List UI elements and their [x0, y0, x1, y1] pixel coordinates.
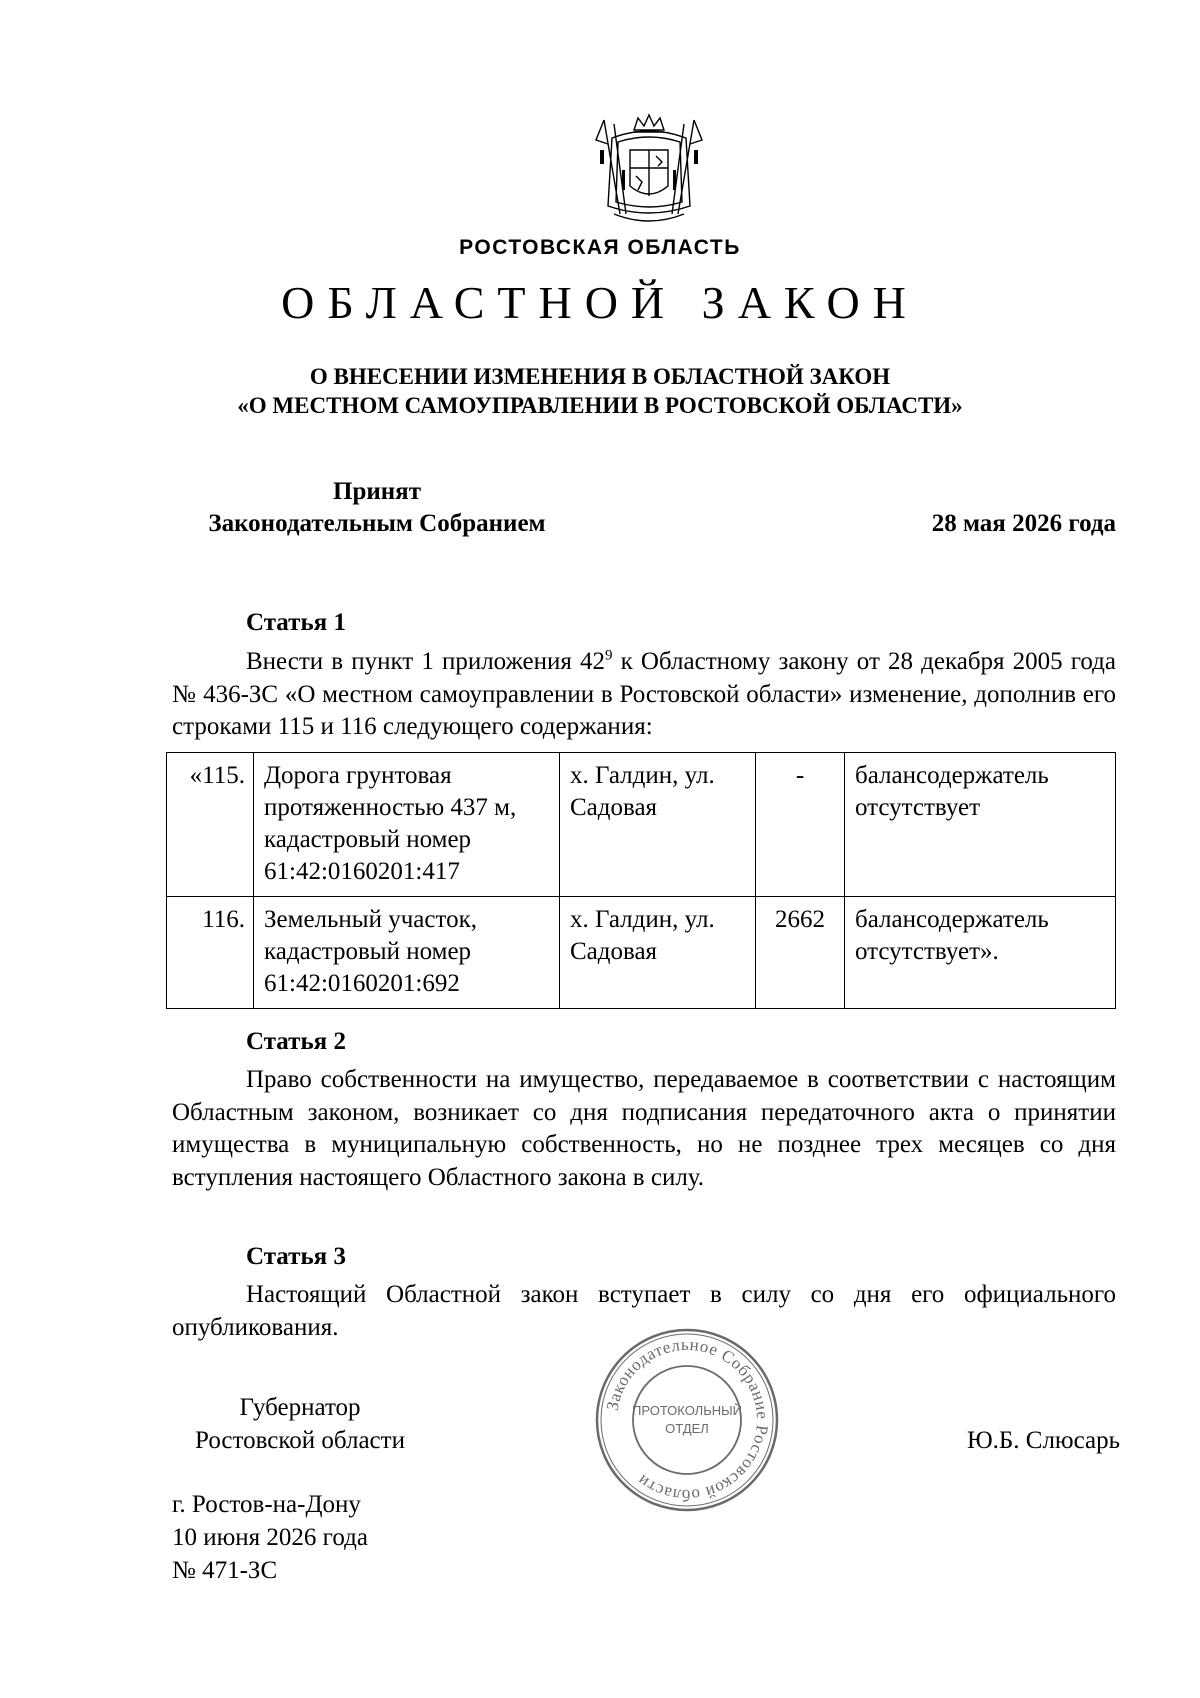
- adoption-line1: Принят: [333, 478, 421, 505]
- article2-heading: Статья 2: [246, 1028, 346, 1055]
- document-title-line1: О ВНЕСЕНИИ ИЗМЕНЕНИЯ В ОБЛАСТНОЙ ЗАКОН: [309, 364, 891, 389]
- row-holder: балансодержатель отсутствует: [845, 753, 1116, 897]
- article3-text: Настоящий Областной закон вступает в силу со дня его официального опубликования.: [172, 1281, 1116, 1341]
- stamp-center-line2: ОТДЕЛ: [665, 1421, 709, 1436]
- document-type: ОБЛАСТНОЙ ЗАКОН: [281, 277, 919, 328]
- signatory-title-line1: Губернатор: [239, 1394, 361, 1421]
- table-row: [167, 897, 1116, 1009]
- stamp-center-line1: ПРОТОКОЛЬНЫЙ: [631, 1403, 743, 1418]
- place-date-block: [172, 1488, 368, 1587]
- article1-text-after: к Областному закону от 28 декабря 2005 года № 436-ЗС «О местном самоуправлении в Ростовской области» изменение, дополнив его строками 115 и 116 следующего содержания:: [172, 648, 1116, 741]
- row-number: 116.: [167, 897, 254, 1009]
- signing-date: 10 июня 2026 года: [172, 1524, 368, 1551]
- adoption-date: 28 мая 2026 года: [931, 510, 1116, 537]
- row-address: х. Галдин, ул. Садовая: [560, 753, 756, 897]
- row-address: х. Галдин, ул. Садовая: [560, 897, 756, 1009]
- seal-stamp-icon: [592, 1325, 782, 1515]
- row-number: «115.: [167, 753, 254, 897]
- signatory-name: Ю.Б. Слюсарь: [966, 1427, 1120, 1454]
- row-area: -: [756, 753, 845, 897]
- coat-of-arms-icon: [594, 110, 704, 228]
- row-description: Земельный участок, кадастровый номер 61:42:0160201:692: [254, 897, 560, 1009]
- region-name: РОСТОВСКАЯ ОБЛАСТЬ: [459, 236, 741, 259]
- article1-heading: Статья 1: [246, 609, 346, 636]
- document-title: [0, 362, 1200, 420]
- adoption-block: [172, 476, 582, 540]
- stamp-ring-text: Законодательное Собрание Ростовской области: [602, 1334, 773, 1506]
- article1-text-before: Внести в пункт 1 приложения 42: [246, 648, 605, 675]
- row-holder: балансодержатель отсутствует».: [845, 897, 1116, 1009]
- table-row: [167, 753, 1116, 897]
- document-title-line2: «О МЕСТНОМ САМОУПРАВЛЕНИИ В РОСТОВСКОЙ ОБЛАСТИ»: [237, 393, 963, 418]
- article1-superscript: 9: [604, 647, 613, 664]
- signatory-title-line2: Ростовской области: [195, 1427, 405, 1454]
- city: г. Ростов-на-Дону: [172, 1491, 361, 1518]
- article3-heading: Статья 3: [246, 1243, 346, 1270]
- law-number: № 471-ЗС: [172, 1557, 278, 1584]
- signatory-title: [170, 1391, 430, 1457]
- svg-text:Законодательное Собрание Росто: [603, 1335, 772, 1505]
- row-area: 2662: [756, 897, 845, 1009]
- row-description: Дорога грунтовая протяженностью 437 м, кадастровый номер 61:42:0160201:417: [254, 753, 560, 897]
- amendments-table: [166, 752, 1116, 1009]
- article2-text: Право собственности на имущество, передаваемое в соответствии с настоящим Областным законом, возникает со дня подписания передаточного акта о принятии имущества в муниципальную собственность, но не позднее трех месяцев со дня вступления настоящего Областного закона в силу.: [172, 1066, 1116, 1191]
- adoption-line2: Законодательным Собранием: [208, 510, 546, 537]
- article1-text: [172, 646, 1116, 744]
